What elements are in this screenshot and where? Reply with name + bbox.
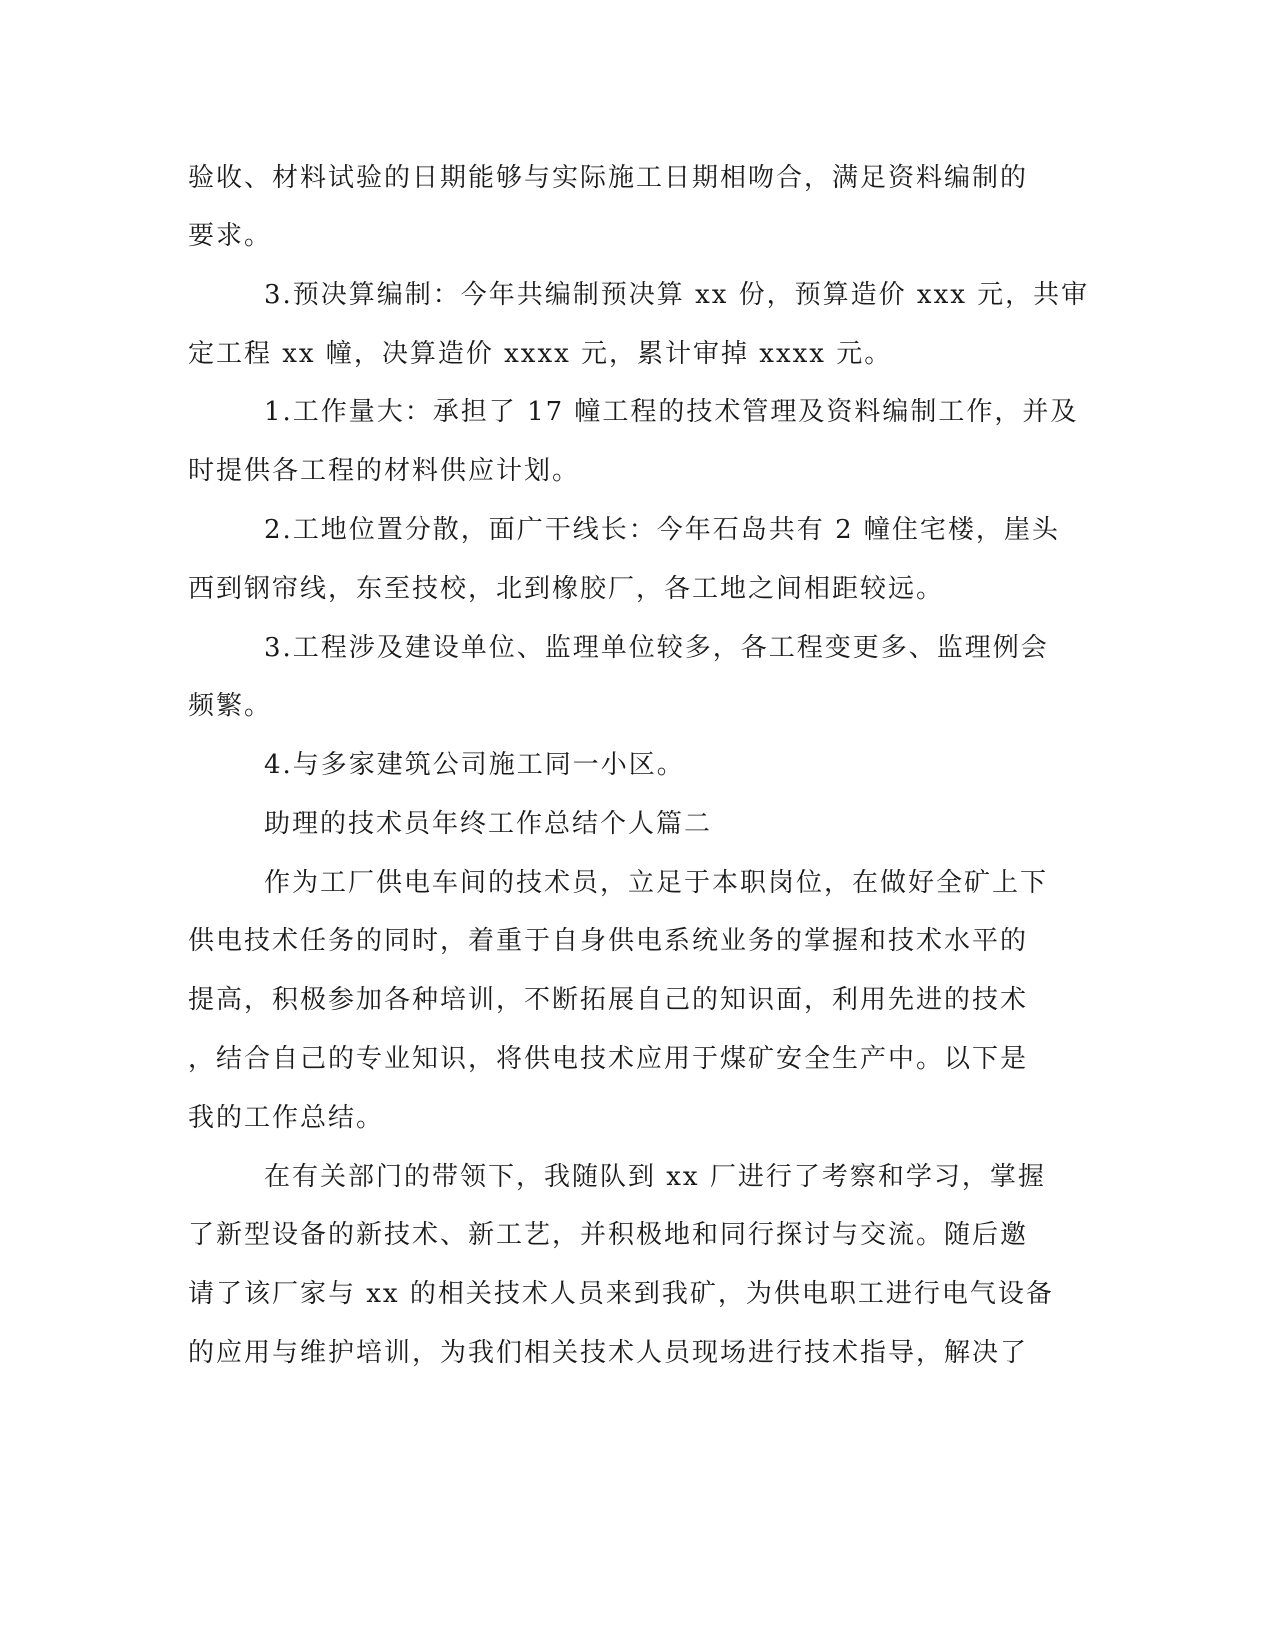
text-line: 2.工地位置分散，面广干线长：今年石岛共有 2 幢住宅楼，崖头 xyxy=(264,515,1060,545)
section-heading: 助理的技术员年终工作总结个人篇二 xyxy=(264,809,713,839)
text-line: 定工程 xx 幢，决算造价 xxxx 元，累计审掉 xxxx 元。 xyxy=(188,339,893,369)
text-line: 作为工厂供电车间的技术员，立足于本职岗位，在做好全矿上下 xyxy=(264,868,1049,898)
text-line: 西到钢帘线，东至技校，北到橡胶厂，各工地之间相距较远。 xyxy=(188,574,945,604)
text-line: 要求。 xyxy=(188,221,273,251)
text-line: 我的工作总结。 xyxy=(188,1103,385,1133)
text-line: 1.工作量大：承担了 17 幢工程的技术管理及资料编制工作，并及 xyxy=(264,397,1079,427)
text-line: 提高，积极参加各种培训，不断拓展自己的知识面，利用先进的技术 xyxy=(188,985,1029,1015)
text-line: 3.预决算编制：今年共编制预决算 xx 份，预算造价 xxx 元，共审 xyxy=(264,280,1090,310)
text-line: 3.工程涉及建设单位、监理单位较多，各工程变更多、监理例会 xyxy=(264,633,1049,663)
text-line: 验收、材料试验的日期能够与实际施工日期相吻合，满足资料编制的 xyxy=(188,163,1029,193)
text-line: 4.与多家建筑公司施工同一小区。 xyxy=(264,750,685,780)
text-line: 了新型设备的新技术、新工艺，并积极地和同行探讨与交流。随后邀 xyxy=(188,1220,1029,1250)
text-line: 时提供各工程的材料供应计划。 xyxy=(188,456,581,486)
text-line: 供电技术任务的同时，着重于自身供电系统业务的掌握和技术水平的 xyxy=(188,926,1029,956)
text-line: ，结合自己的专业知识，将供电技术应用于煤矿安全生产中。以下是 xyxy=(188,1044,1029,1074)
text-line: 的应用与维护培训，为我们相关技术人员现场进行技术指导，解决了 xyxy=(188,1338,1029,1368)
text-line: 在有关部门的带领下，我随队到 xx 厂进行了考察和学习，掌握 xyxy=(264,1162,1046,1192)
text-line: 请了该厂家与 xx 的相关技术人员来到我矿，为供电职工进行电气设备 xyxy=(188,1279,1054,1309)
text-line: 频繁。 xyxy=(188,691,273,721)
